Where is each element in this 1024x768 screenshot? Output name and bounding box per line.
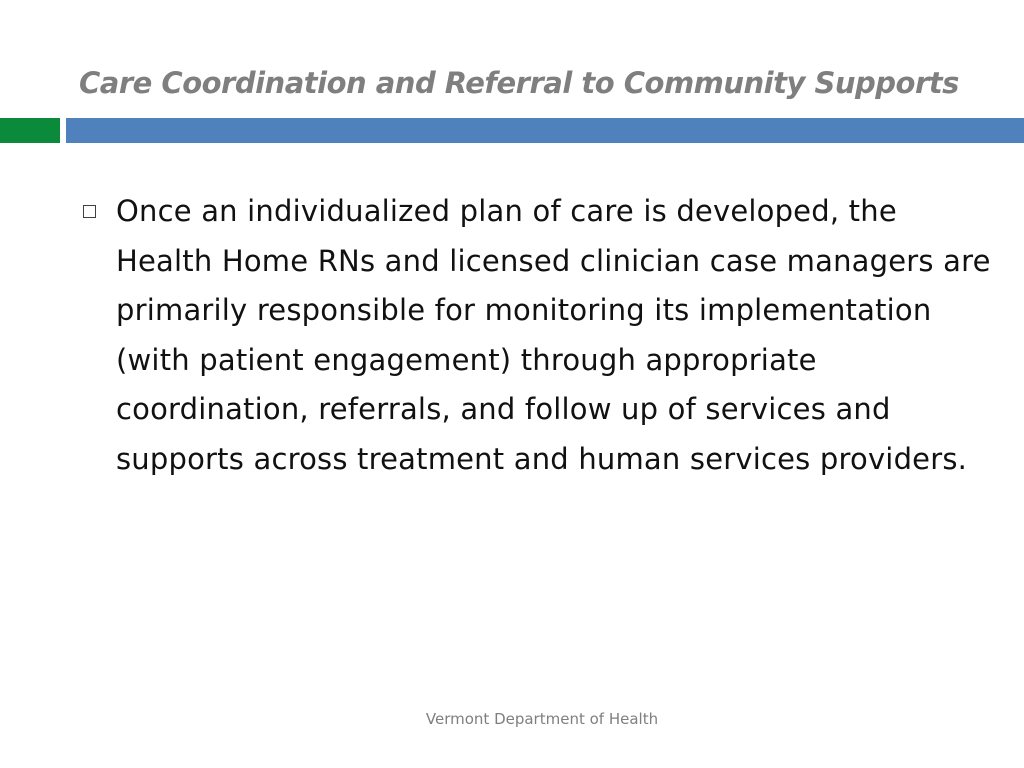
slide-title: Care Coordination and Referral to Community Supports [79,66,959,100]
footer-text: Vermont Department of Health [425,710,659,728]
bullet-text: Once an individualized plan of care is developed, the Health Home RNs and licensed clinician case managers are primarily responsible for monitoring its implementation (with patient engagement) through appropriate coordination, referrals, and follow up of services and supports across treatment and human services providers. [116,194,991,476]
accent-bar-green [0,118,60,143]
accent-bar-blue [66,118,1024,143]
square-bullet-icon [83,205,96,218]
